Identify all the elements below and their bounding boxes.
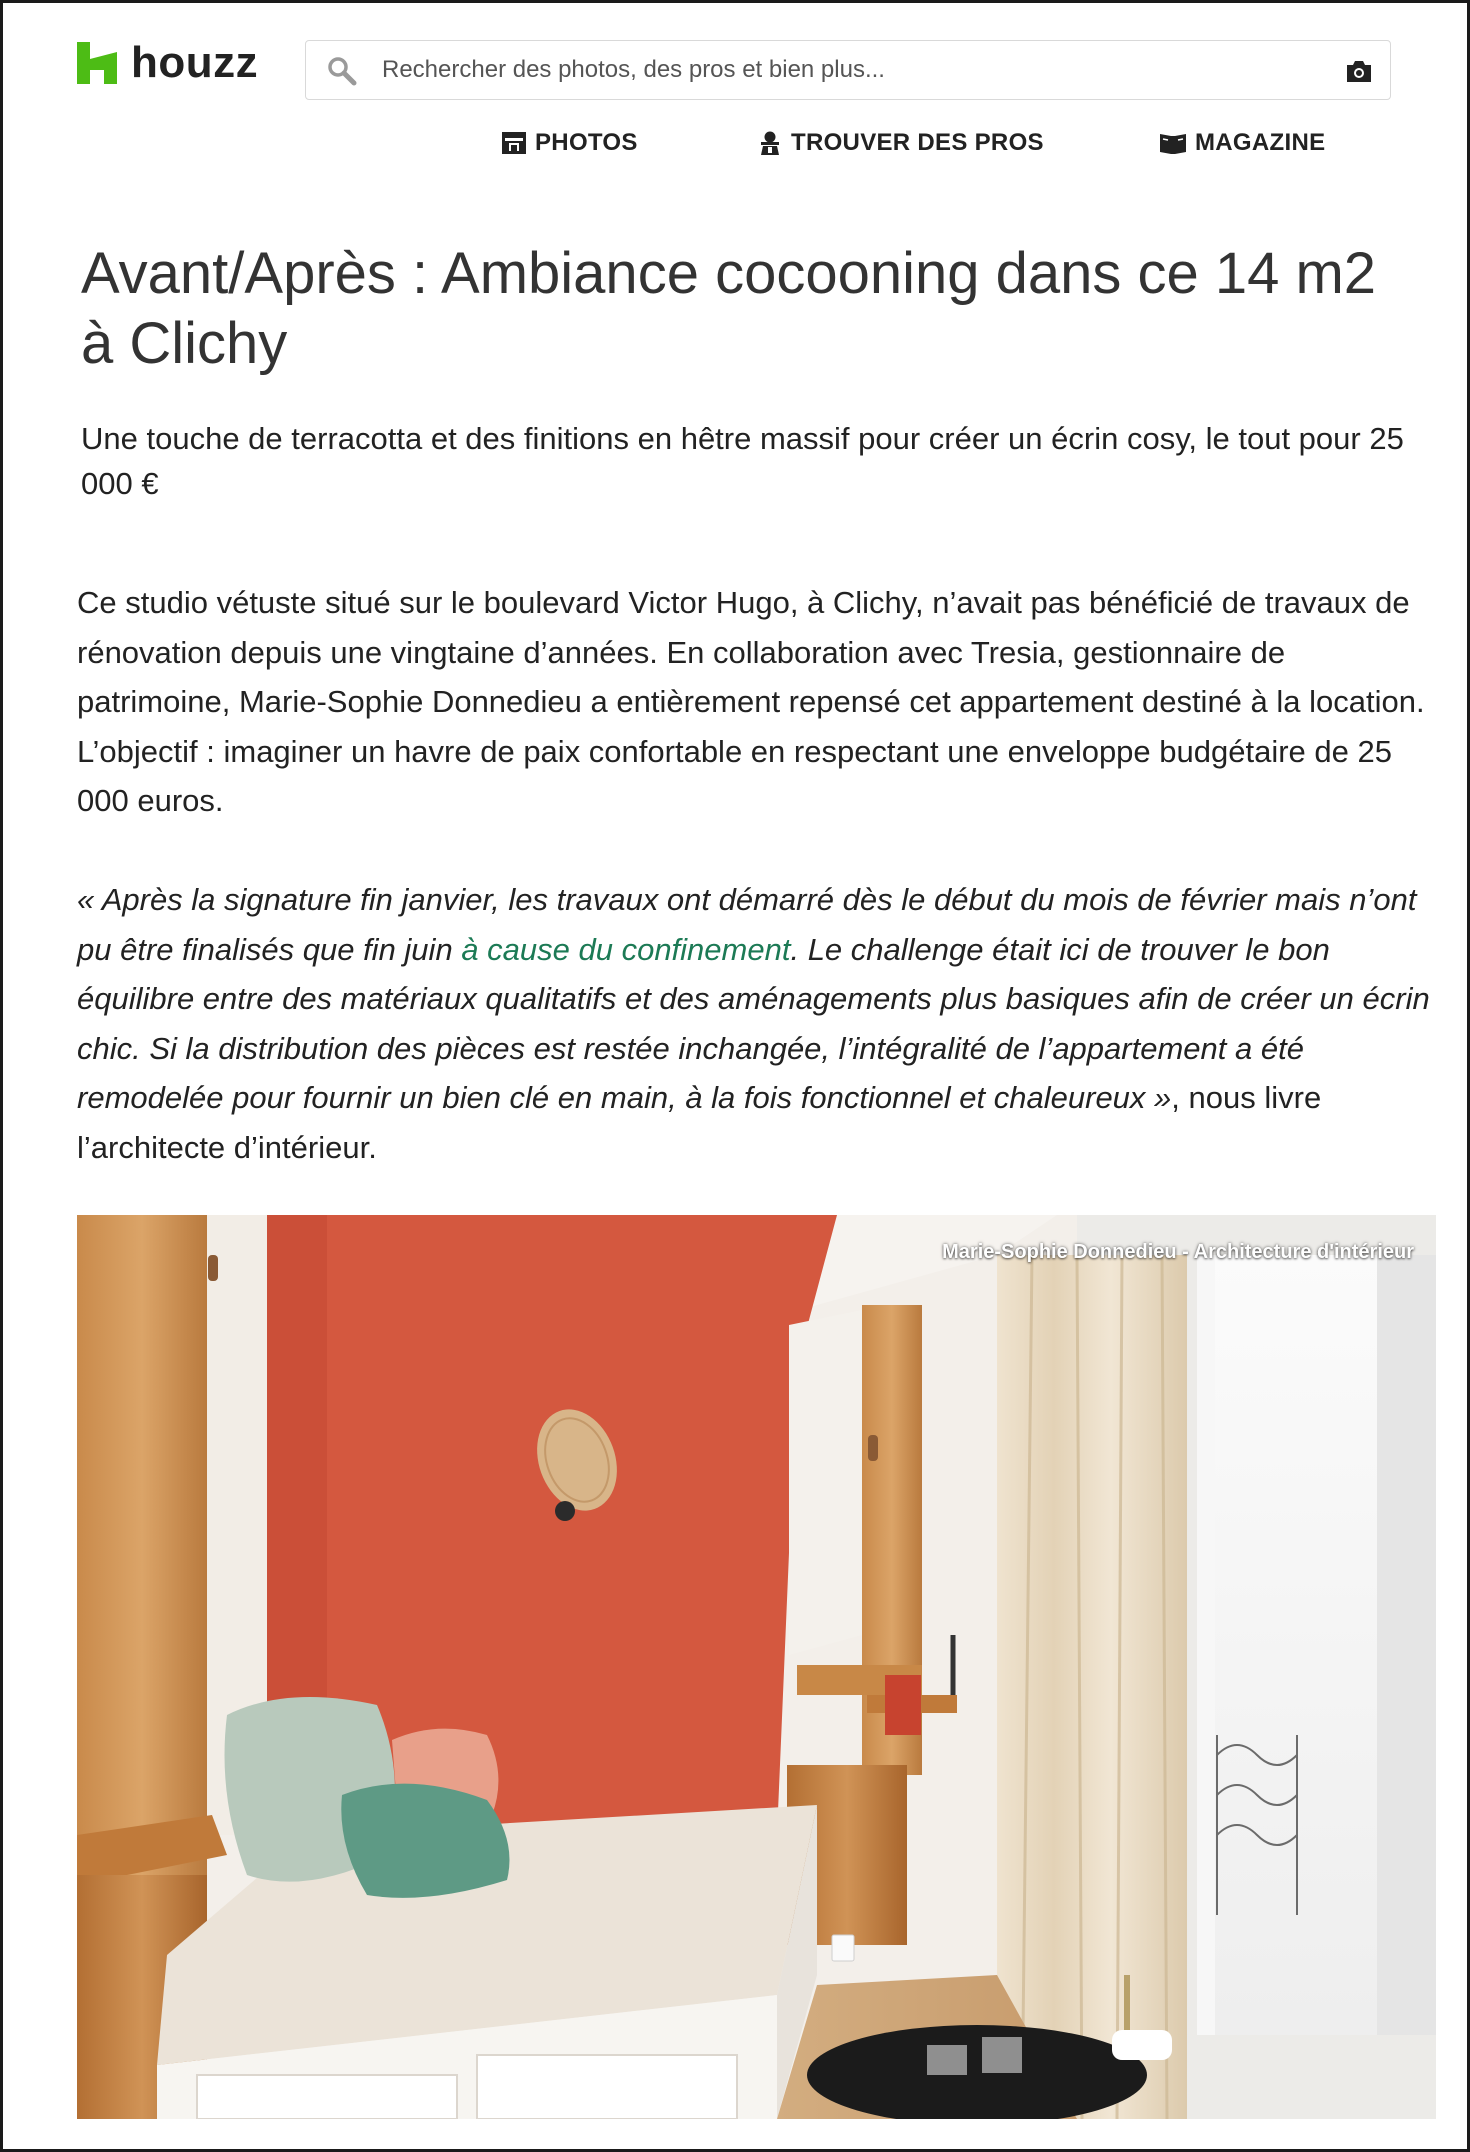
quote-text-part1: « Après la signature fin janvier, les travaux ont démarré dès le début du mois de février mais n’ont pu être finalisés que fin juin — [77, 882, 1417, 967]
quote-text-part2: . Le challenge était ici de trouver le bon équilibre entre des matériaux qualitatifs et des aménagements plus basiques afin de créer un écrin chic. Si la distribution des pièces est restée inchangée, l’intégralité de l’appartement a été remodelée pour fournir un bien clé en main, à la fois fonctionnel et chaleureux » — [77, 931, 1430, 1115]
article-paragraph-intro: Ce studio vétuste situé sur le boulevard Victor Hugo, à Clichy, n’avait pas bénéficié de travaux de rénovation depuis une vingtaine d’années. En collaboration avec Tresia, gestionnaire de patrimoine, Marie-Sophie Donnedieu a entièrement repensé cet appartement destiné à la location. L’objectif : imaginer un havre de paix confortable en respectant une enveloppe budgétaire de 25 000 euros. — [77, 585, 1425, 818]
nav-find-pros[interactable] — [757, 129, 1044, 157]
nav-photos-label: PHOTOS — [535, 129, 638, 156]
bedroom-photo-illustration — [77, 1215, 1436, 2119]
person-icon — [757, 130, 783, 156]
search-bar[interactable] — [305, 40, 1391, 100]
nav-magazine-label: MAGAZINE — [1195, 129, 1326, 156]
confinement-link[interactable]: à cause du confinement — [461, 931, 791, 967]
article-paragraph-quote — [77, 875, 1437, 1172]
article-photo[interactable] — [77, 1215, 1436, 2119]
houzz-logo[interactable] — [77, 38, 259, 87]
search-input[interactable] — [382, 53, 1282, 87]
book-icon — [1159, 130, 1187, 156]
nav-magazine[interactable] — [1159, 129, 1325, 157]
quote-attribution: , nous livre l’architecte d’intérieur. — [77, 1080, 1322, 1165]
camera-icon[interactable] — [1344, 57, 1374, 85]
main-nav — [3, 129, 1467, 169]
nav-photos[interactable] — [501, 129, 638, 157]
nav-find-pros-label: TROUVER DES PROS — [791, 129, 1044, 156]
photos-icon — [501, 130, 527, 156]
article-title: Avant/Après : Ambiance cocooning dans ce 14 m2 à Clichy — [81, 241, 1377, 376]
photo-credit[interactable]: Marie-Sophie Donnedieu - Architecture d'intérieur — [942, 1241, 1414, 1263]
houzz-logo-text: houzz — [131, 38, 259, 87]
houzz-logo-icon — [77, 42, 117, 84]
search-icon — [326, 55, 358, 87]
article-subtitle: Une touche de terracotta et des finitions en hêtre massif pour créer un écrin cosy, le tout pour 25 000 € — [81, 421, 1404, 501]
